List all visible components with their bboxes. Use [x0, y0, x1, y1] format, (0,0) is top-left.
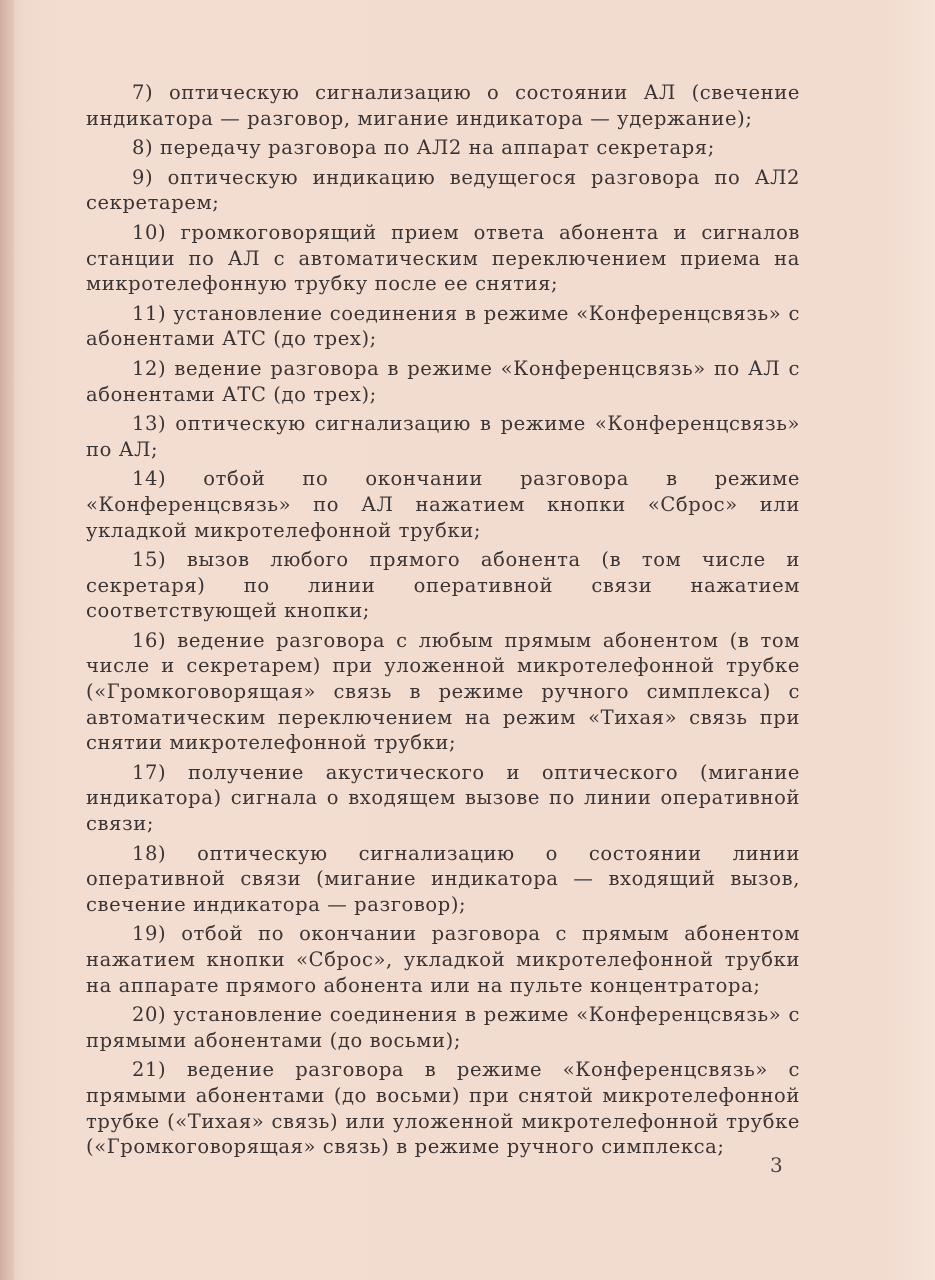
list-item-16: 16) ведение разговора с любым прямым абонентом (в том числе и секретарем) при уложенной микротелефонной трубке («Громкоговорящая» связь в режиме ручного симплекса) с автоматическим переключением на режим «Тихая» связь при снятии микротелефонной трубки;	[86, 628, 800, 755]
list-item-18: 18) оптическую сигнализацию о состоянии линии оперативной связи (мигание индикатора — входящий вызов, свечение индикатора — разговор);	[86, 841, 800, 916]
list-item-11: 11) установление соединения в режиме «Конференцсвязь» с абонентами АТС (до трех);	[86, 301, 800, 351]
document-body	[86, 80, 800, 1164]
list-item-7: 7) оптическую сигнализацию о состоянии АЛ (свечение индикатора — разговор, мигание индикатора — удержание);	[86, 81, 800, 130]
list-item-20: 20) установление соединения в режиме «Конференцсвязь» с прямыми абонентами (до восьми);	[86, 1003, 800, 1052]
list-item-9: 9) оптическую индикацию ведущегося разговора по АЛ2 секретарем;	[86, 165, 800, 215]
list-item-17: 17) получение акустического и оптического (мигание индикатора) сигнала о входящем вызове по линии оперативной связи;	[86, 760, 800, 836]
list-item-21: 21) ведение разговора в режиме «Конференцсвязь» с прямыми абонентами (до восьми) при снятой микротелефонной трубке («Тихая» связь) или уложенной микротелефонной трубке («Громкоговорящая» связь) в режиме ручного симплекса;	[86, 1058, 800, 1159]
list-item-13: 13) оптическую сигнализацию в режиме «Конференцсвязь» по АЛ;	[86, 412, 800, 461]
list-item-10: 10) громкоговорящий прием ответа абонента и сигналов станции по АЛ с автоматическим переключением приема на микротелефонную трубку после ее снятия;	[86, 220, 800, 296]
page-binding-edge	[0, 0, 14, 1280]
page-number: 3	[770, 1153, 783, 1177]
list-item-14: 14) отбой по окончании разговора в режиме «Конференцсвязь» по АЛ нажатием кнопки «Сброс» или укладкой микротелефонной трубки;	[86, 467, 800, 542]
list-item-15: 15) вызов любого прямого абонента (в том числе и секретаря) по линии оперативной связи нажатием соответствующей кнопки;	[86, 548, 800, 623]
list-item-12: 12) ведение разговора в режиме «Конференцсвязь» по АЛ с абонентами АТС (до трех);	[86, 356, 800, 406]
list-item-19: 19) отбой по окончании разговора с прямым абонентом нажатием кнопки «Сброс», укладкой микротелефонной трубки на аппарате прямого абонента или на пульте концентратора;	[86, 922, 800, 997]
list-item-8: 8) передачу разговора по АЛ2 на аппарат секретаря;	[132, 136, 715, 160]
